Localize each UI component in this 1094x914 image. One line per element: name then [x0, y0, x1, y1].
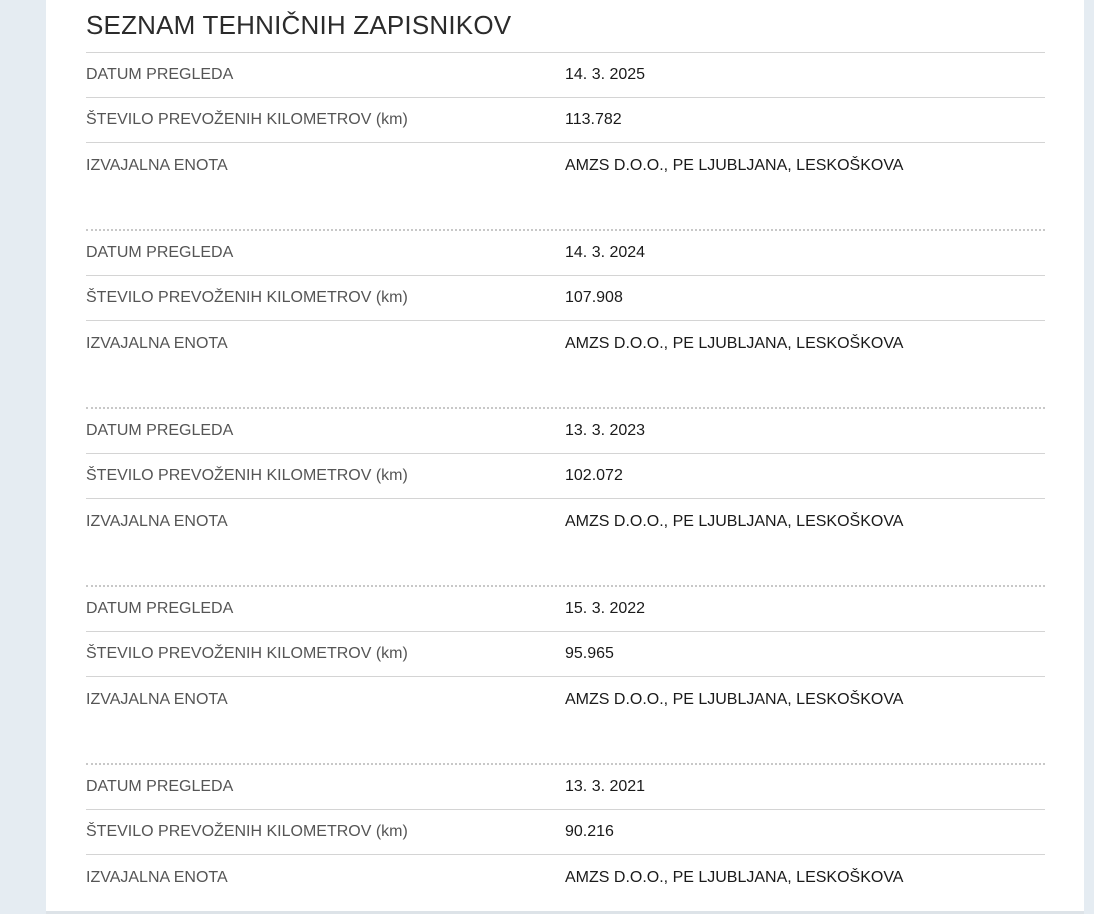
km-label: ŠTEVILO PREVOŽENIH KILOMETROV (km) [86, 289, 408, 306]
record-spacer [86, 366, 1045, 407]
date-label: DATUM PREGLEDA [86, 422, 234, 439]
date-value: 13. 3. 2023 [565, 422, 646, 439]
km-value: 102.072 [565, 467, 623, 484]
record [86, 763, 1045, 900]
record-row-km [86, 810, 1045, 855]
unit-label: IZVAJALNA ENOTA [86, 868, 228, 886]
km-label: ŠTEVILO PREVOŽENIH KILOMETROV (km) [86, 823, 408, 840]
record-row-unit [86, 677, 1045, 722]
record-row-unit [86, 321, 1045, 366]
unit-label: IZVAJALNA ENOTA [86, 334, 228, 352]
km-label: ŠTEVILO PREVOŽENIH KILOMETROV (km) [86, 645, 408, 662]
record-row-unit [86, 855, 1045, 900]
record [86, 407, 1045, 544]
record-spacer [86, 188, 1045, 229]
page-title: SEZNAM TEHNIČNIH ZAPISNIKOV [86, 10, 512, 40]
date-value: 13. 3. 2021 [565, 778, 646, 795]
km-value: 90.216 [565, 823, 614, 840]
record-row-date [86, 587, 1045, 632]
unit-value: AMZS D.O.O., PE LJUBLJANA, LESKOŠKOVA [565, 156, 904, 174]
unit-value: AMZS D.O.O., PE LJUBLJANA, LESKOŠKOVA [565, 512, 904, 530]
unit-label: IZVAJALNA ENOTA [86, 690, 228, 708]
records-content [86, 0, 1045, 900]
record-row-km [86, 454, 1045, 499]
record [86, 585, 1045, 722]
record-row-unit [86, 499, 1045, 544]
record [86, 229, 1045, 366]
record-row-km [86, 632, 1045, 677]
records-panel [46, 0, 1084, 914]
km-label: ŠTEVILO PREVOŽENIH KILOMETROV (km) [86, 467, 408, 484]
date-value: 14. 3. 2025 [565, 66, 646, 83]
km-value: 107.908 [565, 289, 623, 306]
date-label: DATUM PREGLEDA [86, 778, 234, 795]
date-value: 14. 3. 2024 [565, 244, 646, 261]
record-row-date [86, 765, 1045, 810]
record-row-date [86, 409, 1045, 454]
date-label: DATUM PREGLEDA [86, 600, 234, 617]
unit-label: IZVAJALNA ENOTA [86, 512, 228, 530]
record-row-km [86, 276, 1045, 321]
record-row-km [86, 98, 1045, 143]
unit-value: AMZS D.O.O., PE LJUBLJANA, LESKOŠKOVA [565, 868, 904, 886]
date-label: DATUM PREGLEDA [86, 66, 234, 83]
record [86, 52, 1045, 188]
record-spacer [86, 722, 1045, 763]
record-row-date [86, 53, 1045, 98]
km-label: ŠTEVILO PREVOŽENIH KILOMETROV (km) [86, 111, 408, 128]
date-value: 15. 3. 2022 [565, 600, 646, 617]
date-label: DATUM PREGLEDA [86, 244, 234, 261]
record-row-unit [86, 143, 1045, 188]
unit-label: IZVAJALNA ENOTA [86, 156, 228, 174]
km-value: 113.782 [565, 111, 622, 128]
record-spacer [86, 544, 1045, 585]
record-row-date [86, 231, 1045, 276]
unit-value: AMZS D.O.O., PE LJUBLJANA, LESKOŠKOVA [565, 690, 904, 708]
km-value: 95.965 [565, 645, 614, 662]
unit-value: AMZS D.O.O., PE LJUBLJANA, LESKOŠKOVA [565, 334, 904, 352]
